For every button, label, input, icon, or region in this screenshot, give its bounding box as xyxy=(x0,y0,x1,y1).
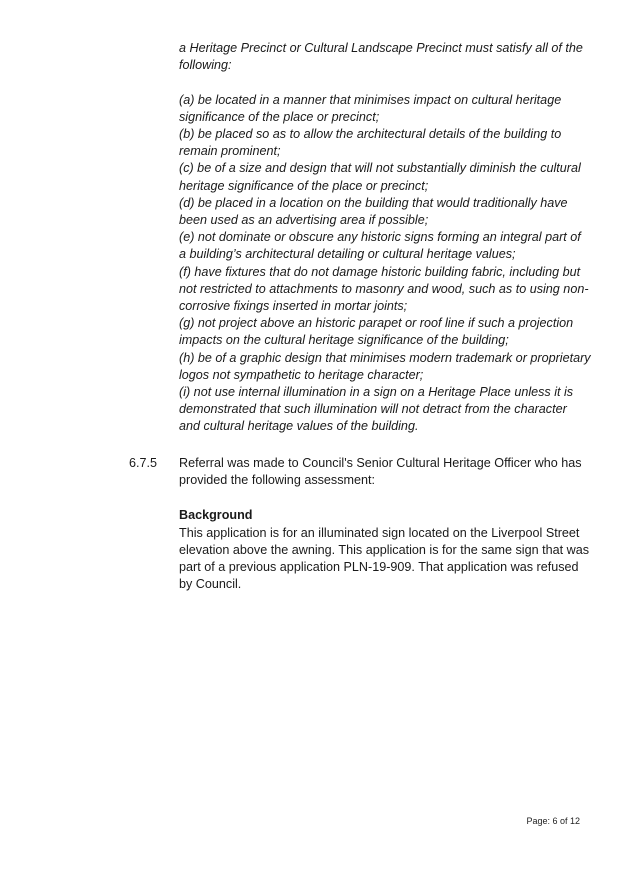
background-text: This application is for an illuminated sign located on the Liverpool Street elevation above the awning. This application is for the same sign that was part of a previous application PLN-19-909. That application was refused by Council. xyxy=(179,525,590,592)
criteria-item-i: (i) not use internal illumination in a sign on a Heritage Place unless it is demonstrated that such illumination will not detract from the character and cultural heritage values of the building. xyxy=(179,385,574,434)
criteria-item-a: (a) be located in a manner that minimises impact on cultural heritage significance of the place or precinct; xyxy=(179,92,562,124)
criteria-item-c: (c) be of a size and design that will not substantially diminish the cultural heritage significance of the place or precinct; xyxy=(179,161,581,193)
criteria-intro: a Heritage Precinct or Cultural Landscape Precinct must satisfy all of the following: xyxy=(179,41,583,73)
criteria-item-g: (g) not project above an historic parapet or roof line if such a projection impacts on the cultural heritage significance of the building; xyxy=(179,316,574,348)
criteria-item-b: (b) be placed so as to allow the architectural details of the building to remain prominent; xyxy=(179,127,562,159)
section-body xyxy=(179,455,591,593)
criteria-item-e: (e) not dominate or obscure any historic signs forming an integral part of a building’s architectural detailing or cultural heritage values; xyxy=(179,230,581,262)
section-text: Referral was made to Council's Senior Cultural Heritage Officer who has provided the following assessment: xyxy=(179,456,582,488)
criteria-item-h: (h) be of a graphic design that minimises modern trademark or proprietary logos not sympathetic to heritage character; xyxy=(179,350,591,382)
background-heading: Background xyxy=(179,508,253,523)
criteria-item-d: (d) be placed in a location on the building that would traditionally have been used as an advertising area if possible; xyxy=(179,195,568,228)
heritage-criteria-list xyxy=(179,40,591,436)
section-number: 6.7.5 xyxy=(129,456,158,470)
criteria-item-f: (f) have fixtures that do not damage historic building fabric, including but not restricted to attachments to masonry and wood, such as to using non-corrosive fixings inserted in mortar joints; xyxy=(179,264,589,314)
page-number: Page: 6 of 12 xyxy=(526,816,580,826)
